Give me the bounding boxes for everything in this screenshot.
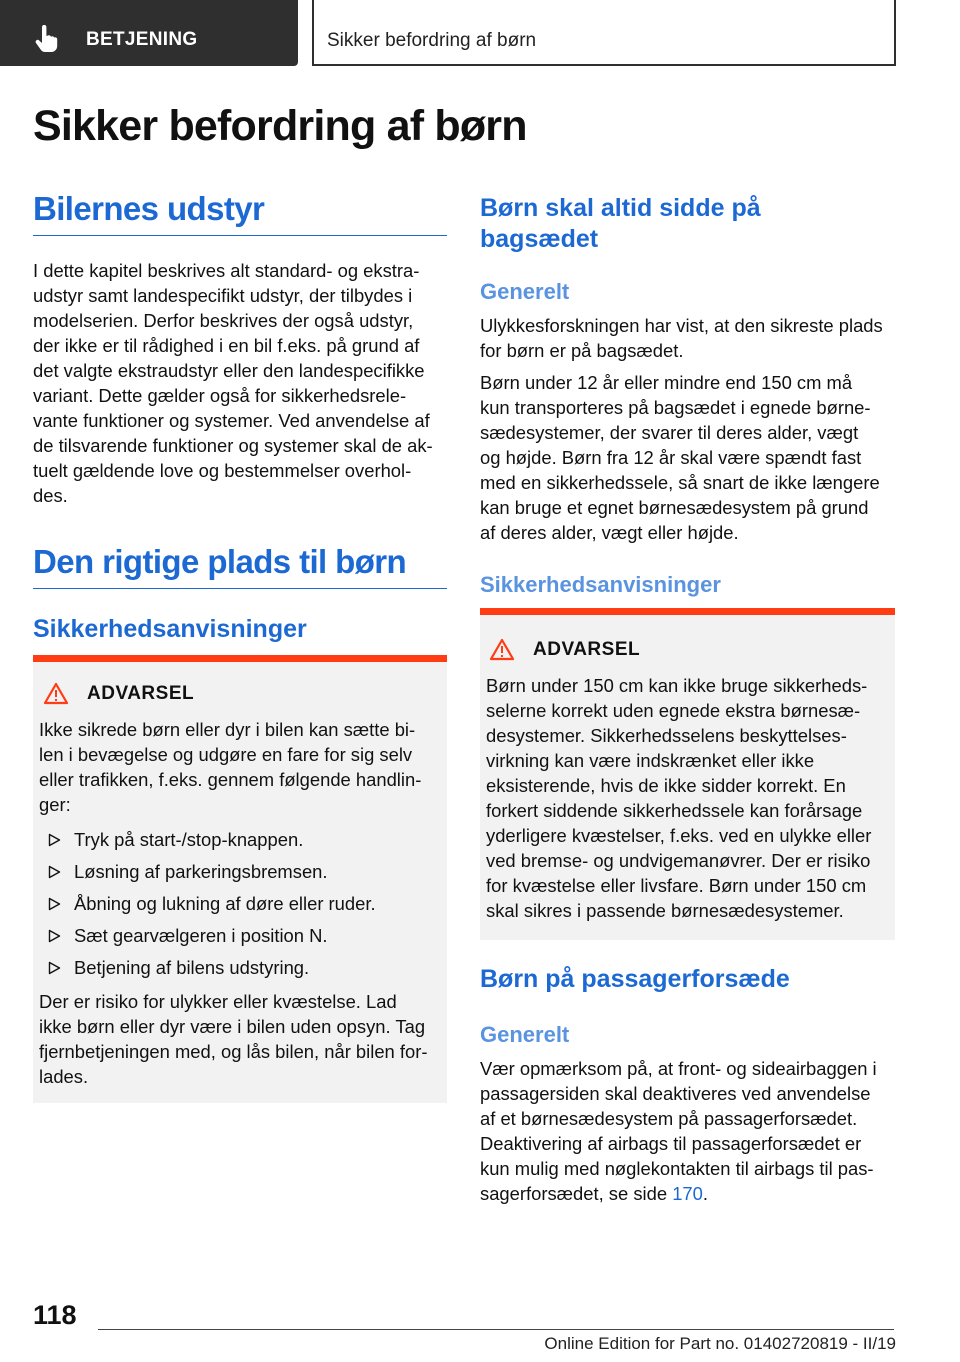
warning-triangle-icon [489, 638, 515, 661]
page-number: 118 [33, 1300, 77, 1330]
section-tab[interactable] [0, 0, 298, 66]
warning-box-left [33, 655, 447, 1103]
header-underline [312, 64, 896, 66]
edition-note: Online Edition for Part no. 01402720819 - II/19 [544, 1334, 896, 1353]
warning-title: ADVARSEL [533, 638, 641, 660]
heading-general: Generelt [480, 1022, 570, 1047]
page-title: Sikker befordring af børn [33, 102, 527, 150]
warning-outro: Der er risiko for ulykker eller kvæstelse. Lad ikke børn eller dyr være i bilen uden opsyn. Tag fjernbetjeningen med, og lås bilen, når bilen for- lades. [39, 991, 428, 1087]
list-item: Sæt gearvælgeren i position N. [36, 923, 436, 955]
triangle-bullet-icon [48, 897, 61, 911]
breadcrumb[interactable]: Sikker befordring af børn [327, 30, 537, 51]
header-divider [312, 0, 314, 66]
triangle-bullet-icon [48, 961, 61, 975]
heading-front-seat: Børn på passagerforsæde [480, 965, 790, 993]
warning-header [43, 682, 194, 705]
heading-rule [33, 588, 447, 589]
warning-text: Børn under 150 cm kan ikke bruge sikkerheds- selerne korrekt uden egnede ekstra børnesæ- desystemer. Sikkerhedsselens beskyttelses- virkning kan være indskrænket eller ikke eksisterende, hvis de ikke sidder korrekt. En forkert siddende sikkerhedssele kan forårsage yderligere kvæstelser, f.eks. ved en ulykke eller ved bremse- og undvigemanøvrer. Der er risiko for kvæstelse eller livsfare. Børn under 150 cm skal sikres i passende børnesædesystemer. [486, 675, 872, 921]
heading-general: Generelt [480, 279, 570, 304]
footer-rule [98, 1329, 894, 1330]
general-paragraph: Ulykkesforskningen har vist, at den sikreste plads for børn er på bagsædet. [480, 315, 883, 361]
airbag-paragraph: Vær opmærksom på, at front- og sideairbaggen i passagersiden skal deaktiveres ved anvendelse af et børnesædesystem på passagerforsædet. Deaktivering af airbags til passagerforsædet er kun mulig med nøglekontakten til airbags til pas- sagerforsædet, se side 170. [480, 1058, 877, 1204]
warning-header [489, 638, 640, 661]
list-item: Betjening af bilens udstyring. [36, 955, 436, 987]
list-item: Tryk på start-/stop-knappen. [36, 827, 436, 859]
header-edge [894, 0, 896, 66]
warning-triangle-icon [43, 682, 69, 705]
warning-box-right [480, 608, 895, 940]
heading-place: Den rigtige plads til børn [33, 543, 407, 580]
triangle-bullet-icon [48, 929, 61, 943]
heading-backseat: Børn skal altid sidde på bagsædet [480, 194, 761, 253]
warning-intro: Ikke sikrede børn eller dyr i bilen kan sætte bi- len i bevægelse og udgøre en fare for sig selv eller trafikken, f.eks. gennem følgende handlin- ger: [39, 719, 422, 815]
triangle-bullet-icon [48, 865, 61, 879]
heading-safety-right: Sikkerhedsanvisninger [480, 572, 721, 597]
heading-rule [33, 235, 447, 236]
list-item: Åbning og lukning af døre eller ruder. [36, 891, 436, 923]
warning-title: ADVARSEL [87, 682, 195, 704]
heading-safety-left: Sikkerhedsanvisninger [33, 615, 307, 643]
section-label: BETJENING [86, 29, 198, 50]
equipment-paragraph: I dette kapitel beskrives alt standard- og ekstra- udstyr samt landespecifikt udstyr, der tilbydes i modelserien. Derfor beskrives der også udstyr, der ikke er til rådighed i en bil f.eks. på grund af det valgte ekstraudstyr eller den landespecifikke variant. Dette gælder også for sikkerhedsrele- vante funktioner og systemer. Ved anvendelse af de tilsvarende funktioner og systemer skal de ak- tuelt gældende love og bestemmelser overhol- des. [33, 260, 433, 506]
page-link[interactable]: 170 [672, 1183, 703, 1204]
warning-bullet-list [36, 827, 436, 987]
triangle-bullet-icon [48, 833, 61, 847]
list-item: Løsning af parkeringsbremsen. [36, 859, 436, 891]
heading-equipment: Bilernes udstyr [33, 190, 265, 227]
age-paragraph: Børn under 12 år eller mindre end 150 cm må kun transporteres på bagsædet i egnede børne- sædesystemer, der svarer til deres alder, vægt og højde. Børn fra 12 år skal være spændt fast med en sikkerhedssele, så snart de ikke længere kan bruge et egnet børnesædesystem på grund af deres alder, vægt eller højde. [480, 372, 880, 543]
hand-pointer-icon [34, 25, 60, 53]
